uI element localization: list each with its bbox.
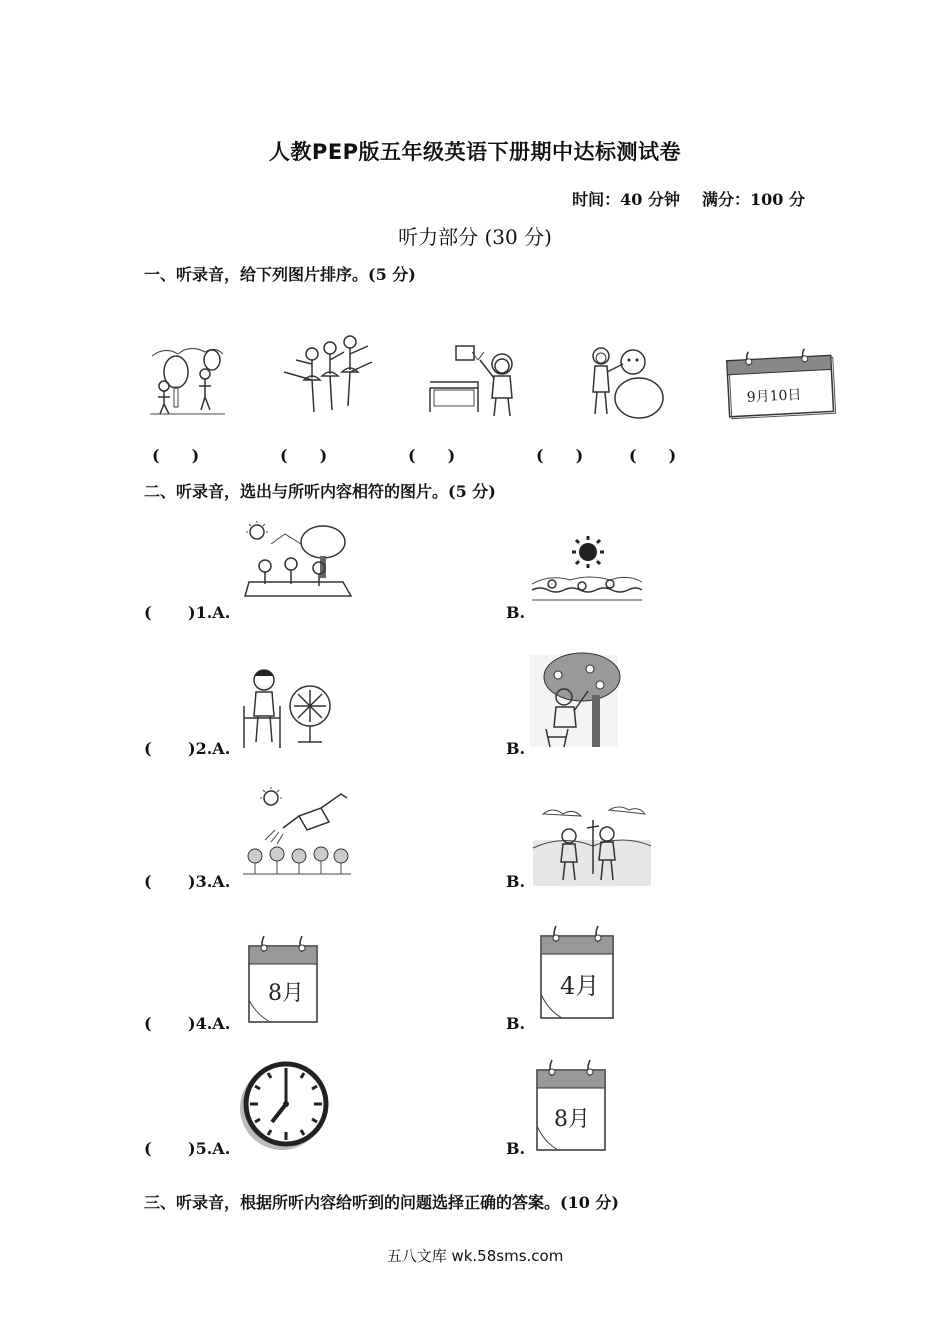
watering-flowers-image (243, 786, 351, 878)
girl-cleaning-room-image (428, 342, 526, 420)
question-number: )4.A. (188, 1014, 231, 1033)
question-row (144, 872, 230, 891)
answer-blank[interactable]: ( (144, 739, 152, 758)
calendar-icon (538, 924, 616, 1020)
option-b-label: B. (506, 1014, 526, 1033)
ranking-blank[interactable]: ( ) (152, 446, 200, 465)
swimming-image (530, 528, 644, 602)
ballet-dancers-image (282, 332, 374, 420)
option-b-label: B. (506, 1139, 526, 1158)
question-number: )2.A. (188, 739, 231, 758)
clock-icon (238, 1060, 332, 1152)
question-number: )5.A. (188, 1139, 231, 1158)
ranking-blank[interactable]: ( ) (280, 446, 328, 465)
question-row (144, 1139, 230, 1158)
answer-blank[interactable]: ( (144, 603, 152, 622)
picking-apples-image (530, 655, 618, 747)
question-number: )3.A. (188, 872, 231, 891)
answer-blank[interactable]: ( (144, 1014, 152, 1033)
time-limit: 时间：40 分钟 (572, 190, 681, 209)
option-b-label: B. (506, 872, 526, 891)
svg-text:9月10日: 9月10日 (746, 387, 802, 406)
footer-watermark: 五八文库 wk.58sms.com (386, 1247, 564, 1265)
planting-trees-image (533, 800, 651, 886)
page-title: 人教PEP版五年级英语下册期中达标测试卷 (268, 140, 682, 164)
section-2-heading: 二、听录音，选出与所听内容相符的图片。(5 分) (144, 482, 496, 501)
ranking-blank[interactable]: ( ) (536, 446, 584, 465)
park-kids-image (150, 342, 225, 417)
ranking-blank[interactable]: ( ) (629, 446, 677, 465)
part-title: 听力部分 (30 分) (398, 225, 552, 249)
full-score: 满分：100 分 (702, 190, 805, 209)
question-row (144, 603, 230, 622)
svg-text:8月: 8月 (268, 981, 304, 1006)
exam-meta (572, 187, 805, 210)
girl-snowman-image (585, 342, 667, 420)
ranking-blank[interactable]: ( ) (408, 446, 456, 465)
answer-blank[interactable]: ( (144, 1139, 152, 1158)
calendar-icon (722, 346, 842, 420)
option-b-label: B. (506, 739, 526, 758)
svg-text:8月: 8月 (554, 1107, 590, 1132)
picnic-image (243, 520, 353, 600)
svg-text:4月: 4月 (560, 972, 600, 1000)
hot-boy-fan-image (240, 662, 336, 750)
option-b-label: B. (506, 603, 526, 622)
question-row (144, 1014, 230, 1033)
question-number: )1.A. (188, 603, 231, 622)
section-3-heading: 三、听录音，根据所听内容给听到的问题选择正确的答案。(10 分) (144, 1193, 619, 1212)
calendar-icon (246, 934, 320, 1024)
section-1-heading: 一、听录音，给下列图片排序。(5 分) (144, 265, 416, 284)
answer-blank[interactable]: ( (144, 872, 152, 891)
calendar-icon (534, 1058, 608, 1152)
question-row (144, 739, 230, 758)
